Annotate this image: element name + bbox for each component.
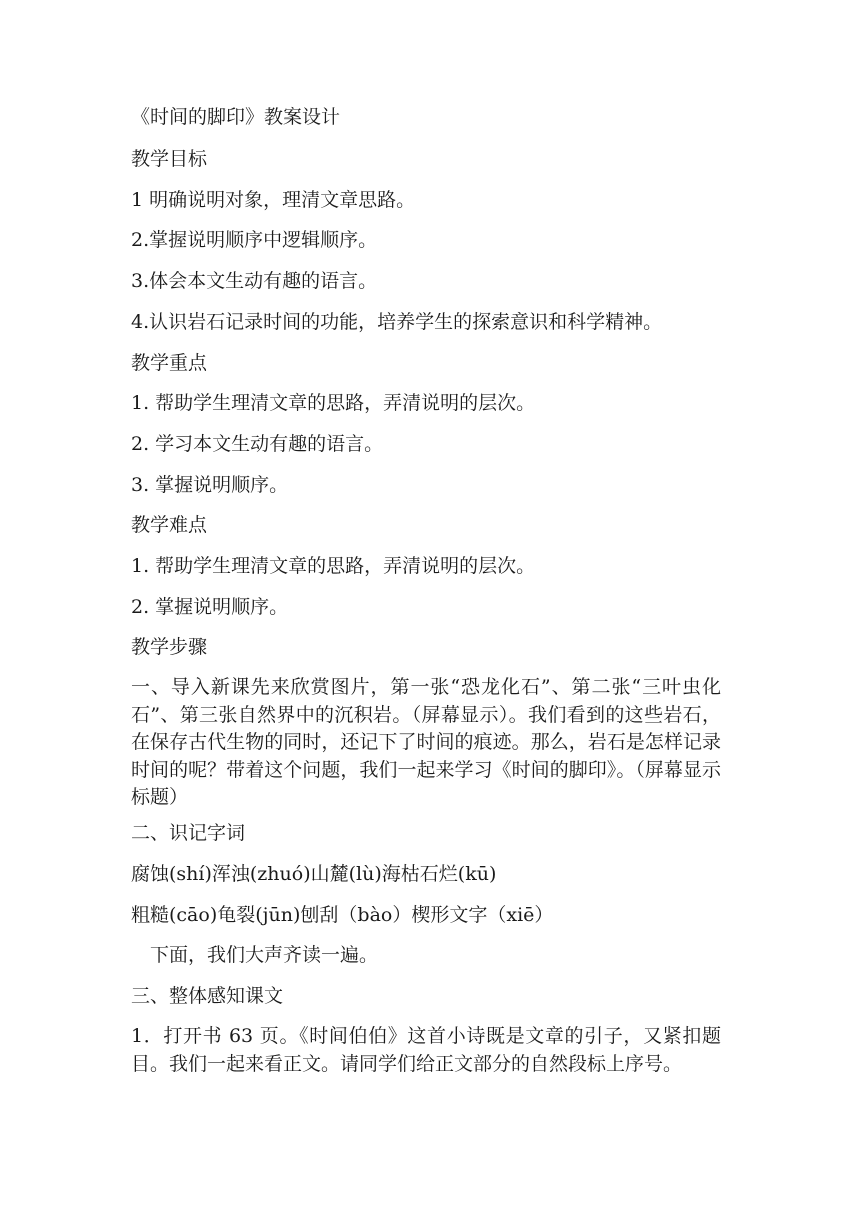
key-points-heading: 教学重点 xyxy=(131,352,208,374)
goal-item: 1 明确说明对象，理清文章思路。 xyxy=(131,189,416,211)
difficulty-item: 2. 掌握说明顺序。 xyxy=(131,596,289,618)
vocabulary-line: 腐蚀(shí)浑浊(zhuó)山麓(lù)海枯石烂(kū) xyxy=(131,863,497,885)
step-three-heading: 三、整体感知课文 xyxy=(131,985,284,1007)
vocabulary-line: 粗糙(cāo)龟裂(jūn)刨刮（bào）楔形文字（xiē） xyxy=(131,904,554,926)
goal-item: 3.体会本文生动有趣的语言。 xyxy=(131,270,378,292)
goal-item: 4.认识岩石记录时间的功能，培养学生的探索意识和科学精神。 xyxy=(131,311,663,333)
key-point-item: 1. 帮助学生理清文章的思路，弄清说明的层次。 xyxy=(131,392,536,414)
document-title: 《时间的脚印》教案设计 xyxy=(131,106,341,128)
key-point-item: 2. 学习本文生动有趣的语言。 xyxy=(131,433,384,455)
steps-heading: 教学步骤 xyxy=(131,636,208,658)
step-three-item: 1．打开书 63 页。《时间伯伯》这首小诗既是文章的引子，又紧扣题目。我们一起来看正文。请同学们给正文部分的自然段标上序号。 xyxy=(131,1025,721,1075)
step-two-heading: 二、识记字词 xyxy=(131,822,246,844)
goal-item: 2.掌握说明顺序中逻辑顺序。 xyxy=(131,229,378,251)
read-aloud-line: 下面，我们大声齐读一遍。 xyxy=(150,944,379,966)
key-point-item: 3. 掌握说明顺序。 xyxy=(131,474,289,496)
difficulties-heading: 教学难点 xyxy=(131,514,208,536)
step-one-paragraph: 一、导入新课先来欣赏图片，第一张“恐龙化石”、第二张“三叶虫化石”、第三张自然界中的沉积岩。（屏幕显示）。我们看到的这些岩石，在保存古代生物的同时，还记下了时间的痕迹。那么，岩石是怎样记录时间的呢？带着这个问题，我们一起来学习《时间的脚印》。（屏幕显示标题） xyxy=(131,676,721,809)
difficulty-item: 1. 帮助学生理清文章的思路，弄清说明的层次。 xyxy=(131,555,536,577)
goals-heading: 教学目标 xyxy=(131,148,208,170)
